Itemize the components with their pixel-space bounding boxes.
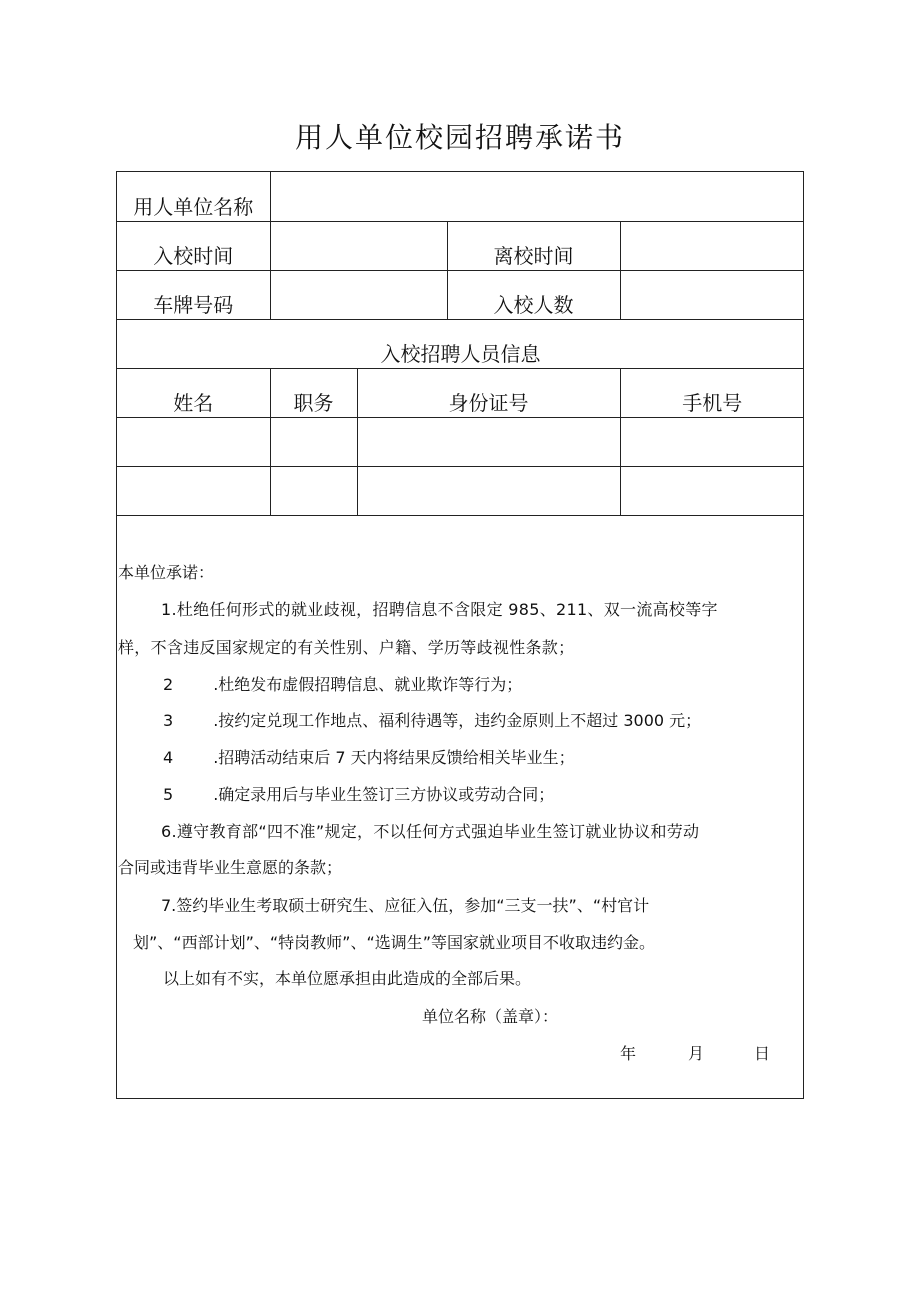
entry-time-label: 入校时间 [117,221,270,270]
commitment-item-1-line-2: 样，不含违反国家规定的有关性别、户籍、学历等歧视性条款； [118,638,575,657]
form-container [116,171,804,1099]
commitment-closing: 以上如有不实，本单位愿承担由此造成的全部后果。 [163,969,532,988]
commitment-item-2 [163,674,522,696]
commitment-item-5-number: 5 [163,785,174,804]
commitment-item-6-line-2: 合同或违背毕业生意愿的条款； [118,858,343,877]
staff-position-cell[interactable] [270,417,357,466]
page-title: 用人单位校园招聘承诺书 [294,121,625,154]
column-header-phone: 手机号 [620,368,804,417]
date-month: 月 [688,1044,705,1063]
commitment-item-5-text: .确定录用后与毕业生签订三方协议或劳动合同； [213,785,555,804]
staff-section-heading: 入校招聘人员信息 [117,319,804,368]
staff-id-cell[interactable] [357,417,620,466]
commitment-item-4-text: .招聘活动结束后 7 天内将结果反馈给相关毕业生； [213,748,575,767]
commitment-item-1-line-1: 1.杜绝任何形式的就业歧视，招聘信息不含限定 985、211、双一流高校等字 [161,600,718,619]
staff-row [117,417,804,466]
commitment-item-2-number: 2 [163,675,174,694]
date-year: 年 [620,1044,637,1063]
staff-name-cell[interactable] [117,466,270,515]
commitment-item-6-line-1: 6.遵守教育部“四不准”规定，不以任何方式强迫毕业生签订就业协议和劳动 [161,822,700,841]
staff-position-cell[interactable] [270,466,357,515]
commitment-heading: 本单位承诺： [118,563,215,582]
commitment-item-3-text: .按约定兑现工作地点、福利待遇等，违约金原则上不超过 3000 元； [213,711,702,730]
commitment-item-7-line-1: 7.签约毕业生考取硕士研究生、应征入伍，参加“三支一扶”、“村官计 [161,896,650,915]
people-count-field[interactable] [620,270,804,319]
commitment-item-4-number: 4 [163,748,174,767]
people-count-label: 入校人数 [447,270,620,319]
time-row [117,221,804,270]
leave-time-field[interactable] [620,221,804,270]
commitment-item-2-text: .杜绝发布虚假招聘信息、就业欺诈等行为； [213,675,523,694]
staff-name-cell[interactable] [117,417,270,466]
staff-phone-cell[interactable] [620,466,804,515]
staff-phone-cell[interactable] [620,417,804,466]
column-header-id-number: 身份证号 [357,368,620,417]
company-name-field[interactable] [270,172,804,221]
staff-row [117,466,804,515]
plate-row [117,270,804,319]
commitment-item-5 [163,784,554,806]
staff-header-row [117,368,804,417]
commitment-item-7-line-2: 划”、“西部计划”、“特岗教师”、“选调生”等国家就业项目不收取违约金。 [133,933,656,952]
column-header-name: 姓名 [117,368,270,417]
leave-time-label: 离校时间 [447,221,620,270]
staff-id-cell[interactable] [357,466,620,515]
company-row [117,172,804,221]
info-table [117,172,804,516]
company-name-label: 用人单位名称 [117,172,270,221]
plate-field[interactable] [270,270,447,319]
column-header-position: 职务 [270,368,357,417]
seal-label: 单位名称（盖章）： [422,1007,559,1026]
entry-time-field[interactable] [270,221,447,270]
date-day: 日 [754,1044,771,1063]
staff-section-row [117,319,804,368]
commitment-item-3-number: 3 [163,711,174,730]
commitment-item-3 [163,710,701,732]
plate-label: 车牌号码 [117,270,270,319]
commitment-item-4 [163,747,575,769]
